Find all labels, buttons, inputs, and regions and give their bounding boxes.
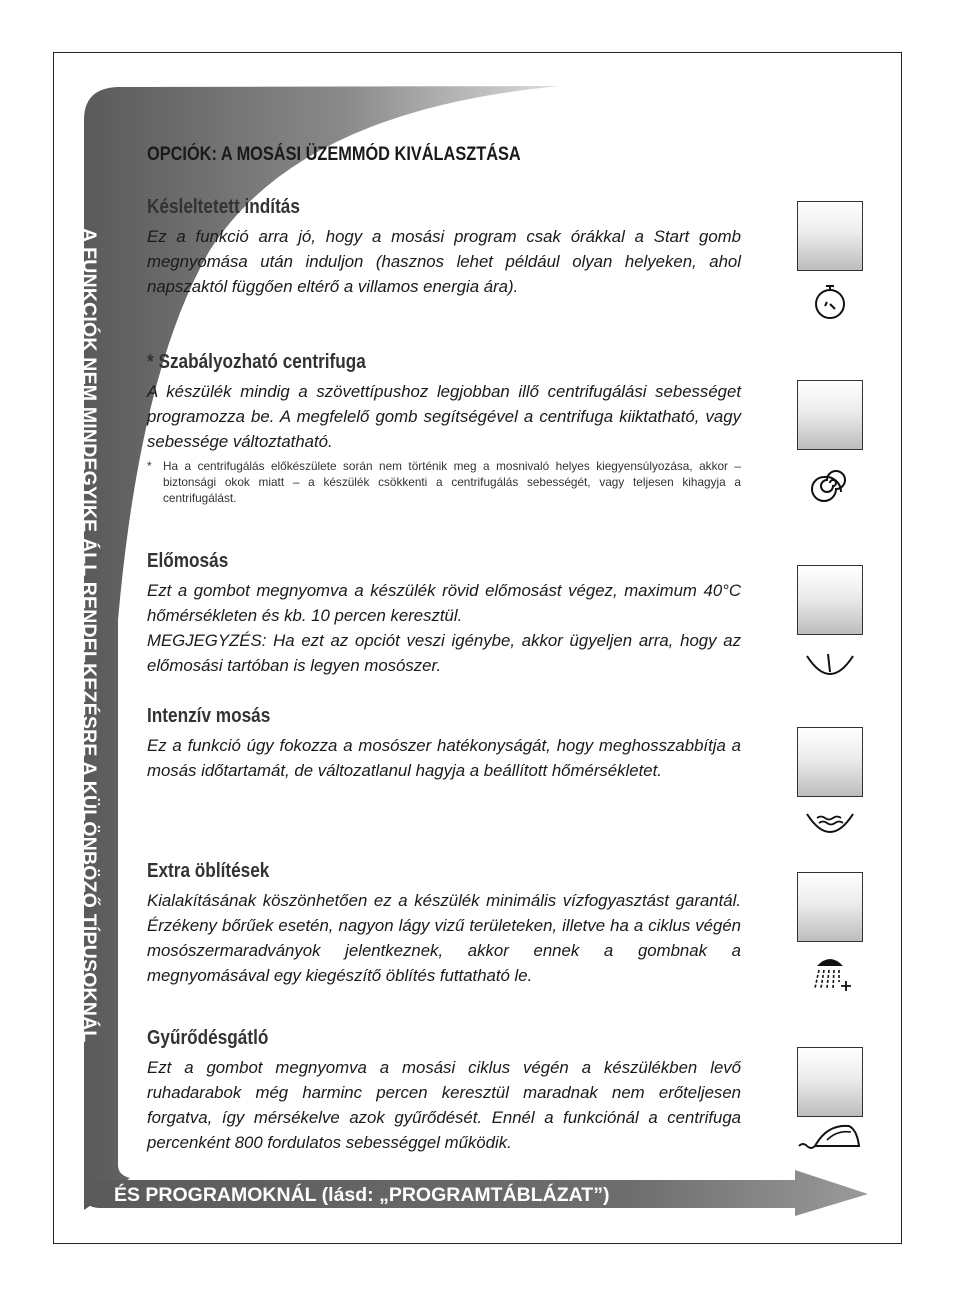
section-text: A készülék mindig a szövettípushoz legjobban illő centrifugálási sebességet programozza be. A megfelelő gomb segítségével a centrifuga kiiktatható, vagy sebessége változtatható. — [147, 382, 741, 451]
anti-crease-button[interactable] — [797, 1047, 863, 1117]
page-title: OPCIÓK: A MOSÁSI ÜZEMMÓD KIVÁLASZTÁSA — [147, 144, 521, 165]
intensive-wash-icon — [797, 802, 863, 848]
section-prewash — [147, 550, 741, 678]
section-text: Ezt a gombot megnyomva a mosási ciklus végén a készülékben levő ruhadarabok még harminc percen keresztül maradnak nem erőteljesen forgatva, így mérsékelve azok gyűrődését. Ennél a funkciónál a centrifuga percenként 800 fordulatos sebességgel működik. — [147, 1058, 741, 1152]
section-title: Extra öblítések — [147, 860, 270, 882]
section-text: Ezt a gombot megnyomva a készülék rövid előmosást végez, maximum 40°C hőmérsékleten és kb. 10 percen keresztül. — [147, 581, 741, 625]
section-title: Előmosás — [147, 550, 229, 572]
footnote-text: Ha a centrifugálás előkészülete során nem történik meg a mosnivaló helyes kiegyensúlyozása, akkor – biztonsági okok miatt – a készülék csökkenti a centrifugálás sebességét, vagy teljesen kihagyja a centrifugálást. — [163, 459, 741, 505]
bottom-caption: ÉS PROGRAMOKNÁL (lásd: „PROGRAMTÁBLÁZAT”) — [114, 1184, 610, 1206]
section-note: MEGJEGYZÉS: Ha ezt az opciót veszi igénybe, akkor ügyeljen arra, hogy az előmosási tartóban is legyen mosószer. — [147, 631, 741, 675]
section-title: * Szabályozható centrifuga — [147, 351, 366, 373]
footnote-mark: * — [147, 459, 152, 473]
extra-rinse-shower-icon — [797, 950, 863, 996]
section-extra-rinse — [147, 860, 741, 988]
delay-timer-icon — [797, 280, 863, 326]
section-title: Intenzív mosás — [147, 705, 271, 727]
spin-spiral-icon — [797, 460, 863, 506]
section-text: Kialakításának köszönhetően ez a készülék minimális vízfogyasztást garantál. Érzékeny bőrűek esetén, nagyon lágy vizű területeken, illetve ha a ciklus végén mosószermaradványok jelentkeznek, akkor ennek a gombnak a megnyomásával egy kiegészítő öblítés futtatható le. — [147, 891, 741, 985]
spin-button[interactable] — [797, 380, 863, 450]
anti-crease-iron-icon — [797, 1118, 863, 1164]
footnote — [147, 458, 741, 506]
section-text: Ez a funkció arra jó, hogy a mosási program csak órákkal a Start gomb megnyomása után induljon (hasznos lehet például olyan helyeken, ahol napszaktól függően eltérő a villamos energia ára). — [147, 227, 741, 296]
section-anti-crease — [147, 1027, 741, 1155]
section-title: Gyűrődésgátló — [147, 1027, 269, 1049]
intensive-wash-button[interactable] — [797, 727, 863, 797]
section-text: Ez a funkció úgy fokozza a mosószer hatékonyságát, hogy meghosszabbítja a mosás időtartamát, de változatlanul hagyja a beállított hőmérsékletet. — [147, 736, 741, 780]
side-caption: A FUNKCIÓK NEM MINDEGYIKE ÁLL RENDELKEZÉSRE A KÜLÖNBÖZŐ TÍPUSOKNÁL — [78, 228, 100, 1043]
extra-rinse-button[interactable] — [797, 872, 863, 942]
section-title: Késleltetett indítás — [147, 196, 300, 218]
prewash-button[interactable] — [797, 565, 863, 635]
section-delayed-start — [147, 196, 741, 299]
prewash-tub-icon — [797, 642, 863, 688]
delayed-start-button[interactable] — [797, 201, 863, 271]
section-spin — [147, 351, 741, 506]
section-intensive-wash — [147, 705, 741, 783]
